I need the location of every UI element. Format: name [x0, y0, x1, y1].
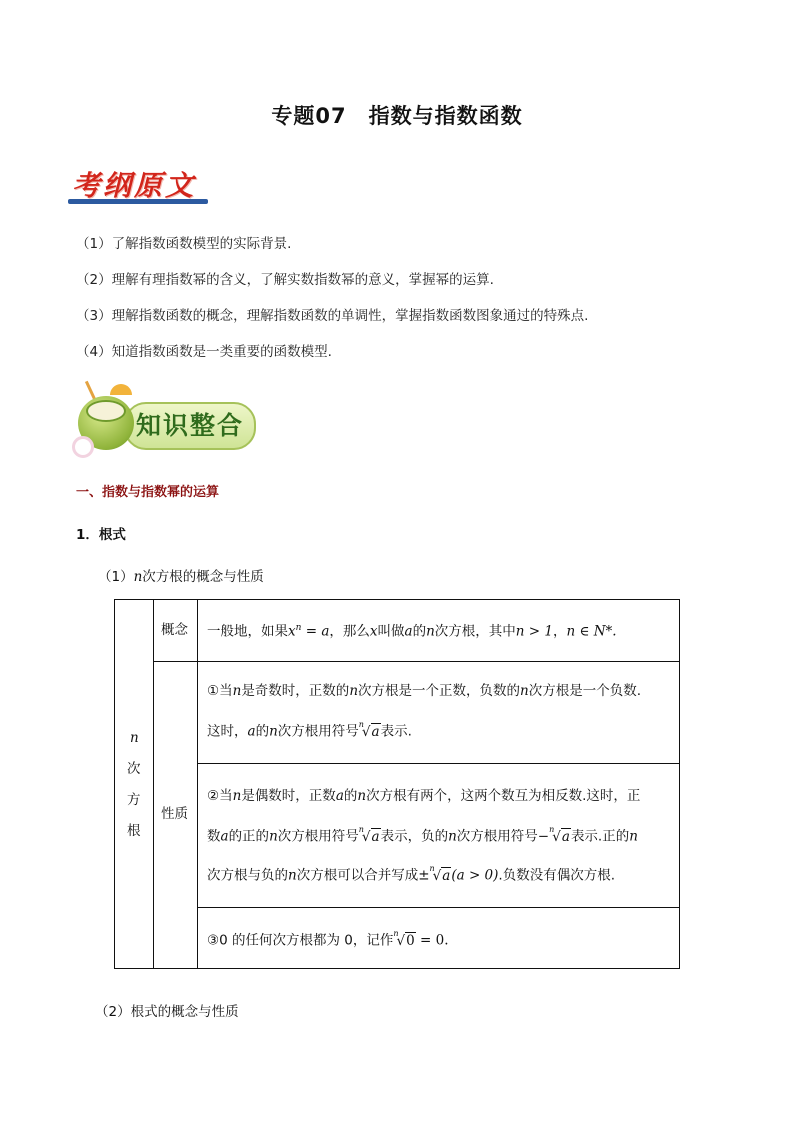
rowhead-char: 次 [127, 761, 141, 777]
text: 次方根用符号 [456, 828, 538, 845]
var-n: n [349, 683, 359, 699]
minus-sign: − [537, 828, 550, 845]
var-n: n [232, 788, 242, 804]
radicand: a [442, 867, 451, 884]
text: ①当 [207, 683, 233, 699]
nth-root-table [114, 599, 680, 969]
property-1-line-2 [207, 720, 412, 740]
var-n: n [269, 723, 278, 740]
radical-symbol: $^n$√0 [393, 929, 415, 949]
var-x: x [369, 623, 378, 640]
var-n: n [269, 828, 278, 845]
text: 次方根有两个，这两个数互为相反数.这时，正 [366, 788, 641, 804]
item-text: 次方根的概念与性质 [142, 569, 264, 585]
radical-index: n [393, 929, 399, 938]
exp-n: n [295, 623, 302, 633]
var-x: x [288, 623, 296, 640]
text: 表示. [380, 723, 412, 740]
property-3 [207, 929, 449, 949]
eq-a: = a [305, 623, 330, 640]
rowhead-char: 根 [127, 823, 141, 839]
concept-label: 概念 [161, 622, 188, 638]
kaogang-banner-text: 考纲原文 [72, 169, 197, 202]
rowhead-char: 方 [127, 792, 141, 808]
text: = 0. [420, 932, 449, 949]
condition: (a > 0) [451, 867, 499, 884]
var-a: a [220, 828, 229, 845]
section-heading: 一、指数与指数幂的运算 [76, 485, 220, 500]
radical-symbol: $^n$√a [358, 720, 380, 740]
table-divider [153, 600, 154, 968]
var-n: n [426, 623, 435, 640]
text: 数 [207, 828, 221, 845]
table-divider [197, 907, 679, 908]
property-2-line-1 [207, 790, 640, 804]
umbrella-icon [110, 384, 132, 395]
text: 次方根是一个正数，负数的 [358, 683, 521, 699]
text: 的 [255, 723, 270, 740]
text: 次方根与负的 [207, 867, 288, 884]
radical-index: n [358, 720, 364, 729]
text: 一般地，如果 [207, 623, 288, 640]
cond-n: n > 1 [515, 623, 553, 640]
property-2-line-3 [207, 864, 616, 884]
var-n: n [448, 828, 457, 845]
coconut-cut-icon [86, 400, 126, 422]
radicand: a [371, 828, 380, 845]
text: 是奇数时，正数的 [241, 683, 350, 699]
radical-symbol: $^n$√a [429, 864, 451, 884]
radicand: 0 [406, 932, 415, 949]
table-divider [197, 763, 679, 764]
item-heading-1 [98, 565, 264, 585]
text: ③0 的任何次方根都为 0，记作 [207, 932, 394, 949]
text: 次方根，其中 [434, 623, 516, 640]
objective-4: （4）知道指数函数是一类重要的函数模型. [76, 344, 332, 360]
subsection-heading: 1．根式 [76, 527, 126, 543]
concept-text [207, 624, 617, 639]
radical-index: n [549, 825, 555, 834]
cond-n-in-N: n ∈ N*. [566, 623, 617, 640]
property-2-line-2 [207, 825, 638, 845]
item-var: n [133, 569, 143, 585]
text: 次方根可以合并写成 [296, 867, 419, 884]
text: ， [552, 623, 567, 640]
var-n: n [232, 683, 242, 699]
table-divider [197, 600, 198, 968]
property-1-line-1 [207, 685, 641, 699]
kaogang-banner [68, 162, 210, 204]
var-a: a [247, 723, 256, 740]
text: 的 [343, 788, 358, 804]
text: ，那么 [329, 623, 370, 640]
radicand: a [561, 828, 570, 845]
text: 次方根用符号 [277, 723, 359, 740]
text: 次方根用符号 [277, 828, 359, 845]
objective-3: （3）理解指数函数的概念，理解指数函数的单调性，掌握指数函数图象通过的特殊点. [76, 308, 589, 324]
var-n: n [357, 788, 367, 804]
zhishi-banner-text: 知识整合 [136, 411, 245, 440]
radical-index: n [358, 825, 364, 834]
radical-symbol: $^n$√a [549, 825, 570, 845]
text: 这时， [207, 723, 248, 740]
table-divider [153, 661, 679, 662]
page-title: 专题07 指数与指数函数 [271, 104, 523, 128]
radicand: a [371, 723, 380, 740]
var-n: n [288, 867, 297, 884]
text: 的 [412, 623, 427, 640]
objective-1: （1）了解指数函数模型的实际背景. [76, 236, 292, 252]
item-heading-2: （2）根式的概念与性质 [95, 1004, 239, 1020]
flower-icon [72, 436, 94, 458]
radical-index: n [429, 864, 435, 873]
text: 的正的 [228, 828, 270, 845]
rowhead-n: n [130, 730, 139, 746]
var-a: a [335, 788, 344, 804]
item-label: （1） [98, 569, 134, 585]
text: 叫做 [377, 623, 405, 640]
text: 表示.正的 [570, 828, 630, 845]
var-a: a [404, 623, 413, 640]
property-label: 性质 [161, 806, 188, 822]
text: .负数没有偶次方根. [498, 867, 616, 884]
var-n: n [629, 828, 638, 845]
objective-2: （2）理解有理指数幂的含义，了解实数指数幂的意义，掌握幂的运算. [76, 272, 494, 288]
text: ②当 [207, 788, 233, 804]
text: 次方根是一个负数. [528, 683, 642, 699]
text: 表示，负的 [380, 828, 449, 845]
text: 是偶数时，正数 [241, 788, 336, 804]
var-n: n [520, 683, 529, 699]
plus-minus-sign: ± [418, 867, 430, 884]
zhishi-banner [70, 378, 256, 460]
radical-symbol: $^n$√a [358, 825, 380, 845]
